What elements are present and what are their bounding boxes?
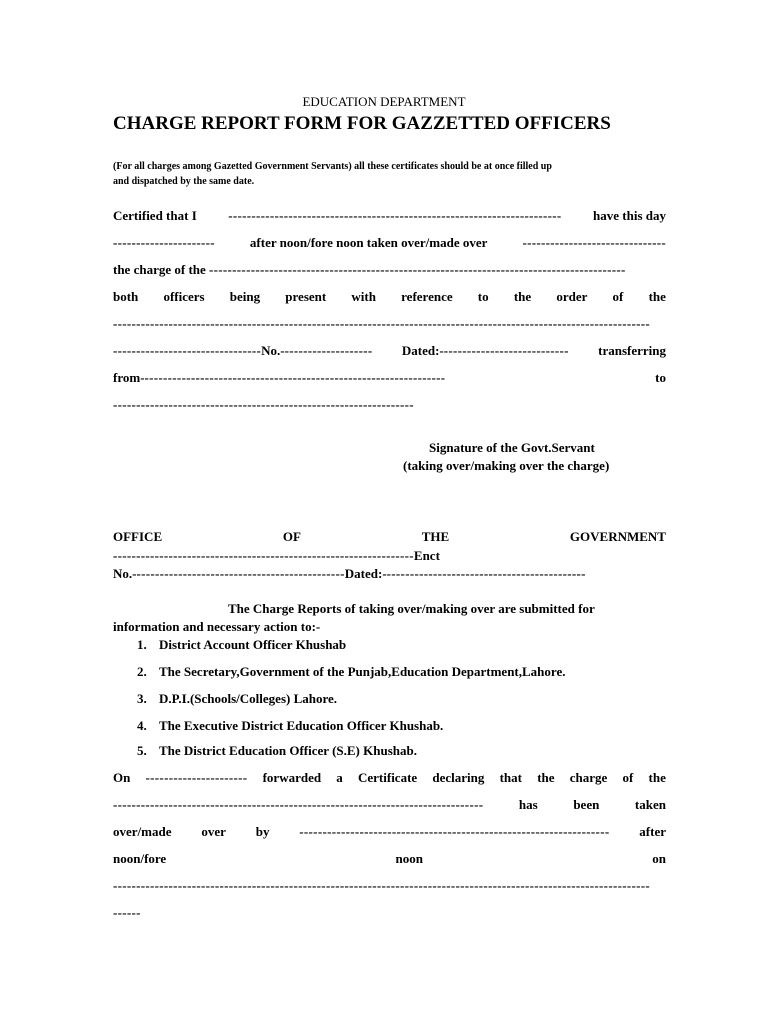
fill-blank-number: ---------------------------------------------: [136, 566, 345, 581]
number-label: No.-: [113, 566, 137, 581]
word: to: [477, 289, 489, 304]
fill-blank-office: -----------------------------------------------------------------: [113, 548, 414, 563]
word: has: [518, 797, 538, 812]
word: On: [113, 770, 131, 785]
fill-blank-date: ----------------------: [113, 235, 215, 250]
dated-label: Dated:-: [401, 343, 444, 358]
recipient-text: The District Education Officer (S.E) Khushab.: [159, 743, 417, 758]
fill-blank-post: --------------------------------------------------------------------------------: [113, 797, 484, 812]
recipient-text: The Executive District Education Officer Khushab.: [159, 718, 444, 733]
word: after: [639, 824, 666, 839]
office-line-1: [113, 528, 666, 545]
word: Certificate: [358, 770, 418, 785]
word: over/made: [113, 824, 172, 839]
list-number: 2.: [137, 664, 147, 679]
fill-blank-officer-name: -------------------------------------------------------------------: [299, 824, 610, 839]
fill-blank-post: ------------------------------------------------------------------------------------------: [209, 262, 626, 277]
fill-blank: --------------------------------: [113, 343, 262, 358]
forwarding-line-2: [113, 796, 666, 813]
fill-blank-order: --------------------------------------------------------------------------------------------------------------------: [113, 316, 650, 331]
certificate-line-2: [113, 234, 666, 251]
word: both: [113, 289, 139, 304]
certificate-text: the charge of the: [113, 262, 206, 277]
fill-blank: -------------------------------: [522, 235, 666, 250]
word: that: [499, 770, 522, 785]
certificate-text: have this day: [593, 208, 666, 223]
word: charge: [569, 770, 608, 785]
fill-blank-to: -----------------------------------------------------------------: [113, 397, 414, 412]
to-label: to: [655, 370, 666, 385]
word: noon/fore: [113, 851, 167, 866]
certificate-line-3: [113, 261, 666, 278]
forwarding-line-4: [113, 850, 666, 867]
fill-blank-date: --------------------------------------------------------------------------------------------------------------------: [113, 878, 650, 893]
word: on: [652, 851, 666, 866]
recipient-text: D.P.I.(Schools/Colleges) Lahore.: [159, 691, 338, 706]
submission-line-2: information and necessary action to:-: [113, 619, 321, 634]
number-label: No.-: [261, 343, 285, 358]
list-number: 1.: [137, 637, 147, 652]
word: the: [648, 289, 666, 304]
certificate-line-6: [113, 342, 666, 359]
word: by: [255, 824, 270, 839]
from-label: from-: [113, 370, 145, 385]
list-number: 4.: [137, 718, 147, 733]
word: declaring: [432, 770, 485, 785]
form-title: CHARGE REPORT FORM FOR GAZZETTED OFFICERS: [113, 113, 611, 134]
word: THE: [421, 529, 450, 544]
recipient-item: [137, 636, 346, 653]
fill-blank-date: ----------------------: [145, 770, 248, 785]
forwarding-line-1: [113, 769, 666, 786]
word: with: [351, 289, 376, 304]
word: officers: [163, 289, 205, 304]
fill-blank-number: -------------------: [284, 343, 373, 358]
certificate-text: transferring: [598, 343, 666, 358]
word: noon: [395, 851, 423, 866]
enct-label: Enct: [413, 548, 440, 563]
word: GOVERNMENT: [569, 529, 666, 544]
fill-blank-officer-name: ------------------------------------------------------------------------: [228, 208, 562, 223]
department-heading: EDUCATION DEPARTMENT: [302, 94, 466, 109]
word: of: [612, 289, 624, 304]
certificate-text: Certified that I: [113, 208, 197, 223]
word: over: [201, 824, 226, 839]
word: taken: [634, 797, 666, 812]
recipient-item: [137, 663, 565, 680]
instruction-note-line-2: and dispatched by the same date.: [113, 176, 255, 187]
recipient-text: District Account Officer Khushab: [159, 637, 347, 652]
word: the: [513, 289, 532, 304]
recipient-text: The Secretary,Government of the Punjab,Education Department,Lahore.: [159, 664, 566, 679]
list-number: 3.: [137, 691, 147, 706]
office-line-2: [113, 547, 666, 564]
word: present: [285, 289, 327, 304]
submission-line-1: The Charge Reports of taking over/making over are submitted for: [228, 601, 595, 616]
certificate-line-7: [113, 369, 666, 386]
word: OF: [282, 529, 301, 544]
word: a: [336, 770, 343, 785]
recipient-item: [137, 742, 417, 759]
fill-blank-from: -----------------------------------------------------------------: [144, 370, 446, 385]
certificate-line-5: [113, 315, 666, 332]
certificate-line-1: [113, 207, 666, 224]
word: reference: [401, 289, 453, 304]
word: forwarded: [262, 770, 322, 785]
forwarding-line-5: [113, 877, 666, 894]
word: the: [537, 770, 555, 785]
forwarding-line-6: [113, 904, 666, 921]
dated-label: Dated:-: [344, 566, 387, 581]
certificate-line-8: [113, 396, 666, 413]
word: OFFICE: [113, 529, 163, 544]
recipient-item: [137, 717, 443, 734]
word: been: [573, 797, 600, 812]
office-line-3: [113, 565, 666, 582]
list-number: 5.: [137, 743, 147, 758]
word: being: [229, 289, 261, 304]
signature-sublabel: (taking over/making over the charge): [403, 458, 610, 473]
certificate-text: after noon/fore noon taken over/made over: [249, 235, 488, 250]
recipient-item: [137, 690, 337, 707]
fill-blank-date: -------------------------------------------: [386, 566, 586, 581]
signature-label: Signature of the Govt.Servant: [429, 440, 595, 455]
instruction-note-line-1: (For all charges among Gazetted Government Servants) all these certificates should be at once filled up: [113, 161, 552, 172]
certificate-line-4: [113, 288, 666, 305]
word: of: [622, 770, 634, 785]
word: the: [648, 770, 666, 785]
fill-blank: ------: [113, 905, 141, 920]
fill-blank-date: ---------------------------: [443, 343, 569, 358]
forwarding-line-3: [113, 823, 666, 840]
word: order: [556, 289, 588, 304]
